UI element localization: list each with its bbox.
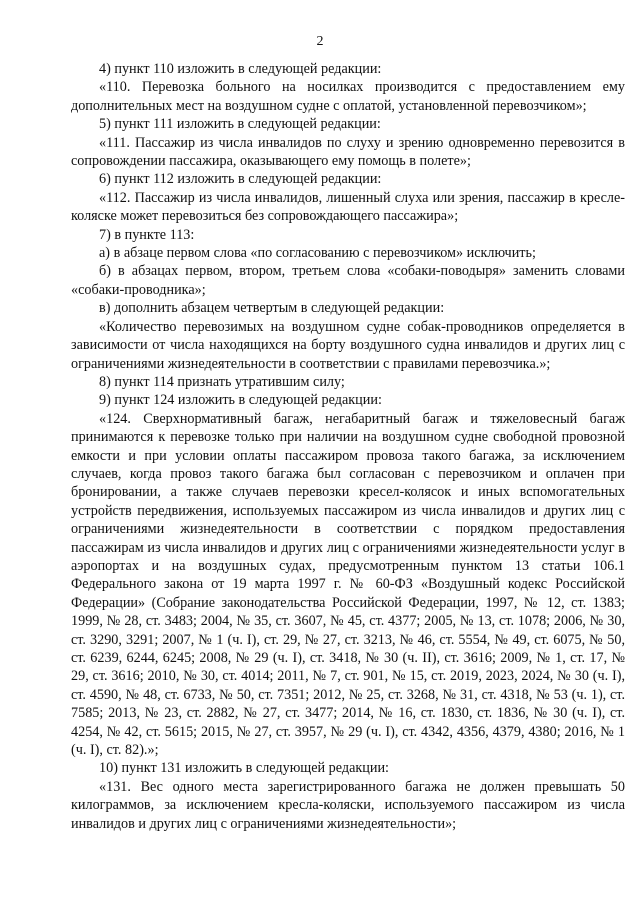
page-number: 2 [316, 34, 324, 49]
item-10-text: «131. Вес одного места зарегистрированного багажа не должен превышать 50 килограммов, за исключением кресла-коляски, используемого пассажиром из числа инвалидов и других лиц с ограничениями жизнедеятельности»; [71, 778, 625, 832]
item-7-heading: 7) в пункте 113: [99, 226, 195, 243]
item-9-text: «124. Сверхнормативный багаж, негабаритный багаж и тяжеловесный багаж принимаются к перевозке только при наличии на воздушном судне свободной провозной емкости и при условии оплаты пассажиром провоза такого багажа, за исключением случаев, когда провоз такого багажа был согласован с перевозчиком и оплачен при бронировании, а также случаев перевозки кресел-колясок и иных вспомогательных устройств передвижения, используемых пассажиром из числа инвалидов и других лиц с ограничениями жизнедеятельности в соответствии с порядком предоставления пассажирам из числа инвалидов и других лиц с ограничениями жизнедеятельности услуг в аэропортах и на воздушных судах, предусмотренным пунктом 13 статьи 106.1 Федерального закона от 19 марта 1997 г. № 60-ФЗ «Воздушный кодекс Российской Федерации» (Собрание законодательства Российской Федерации, 1997, № 12, ст. 1383; 1999, № 28, ст. 3483; 2004, № 35, ст. 3607, № 45, ст. 4377; 2005, № 13, ст. 1078; 2006, № 30, ст. 3290, 3291; 2007, № 1 (ч. I), ст. 29, № 27, ст. 3213, № 46, ст. 5554, № 49, ст. 6075, № 50, ст. 6239, 6244, 6245; 2008, № 29 (ч. I), ст. 3418, № 30 (ч. II), ст. 3616; 2009, № 1, ст. 17, № 29, ст. 3616; 2010, № 30, ст. 4014; 2011, № 7, ст. 901, № 15, ст. 2019, 2023, 2024, № 30 (ч. I), ст. 4590, № 48, ст. 6733, № 50, ст. 7351; 2012, № 25, ст. 3268, № 31, ст. 4318, № 53 (ч. 1), ст. 7585; 2013, № 23, ст. 2882, № 27, ст. 3477; 2014, № 16, ст. 1830, ст. 1836, № 30 (ч. I), ст. 4254, № 42, ст. 5615; 2015, № 27, ст. 3957, № 29 (ч. I), ст. 4342, 4356, 4379, 4380; 2016, № 1 (ч. I), ст. 82).»; [71, 410, 625, 759]
item-7c-text: в) дополнить абзацем четвертым в следующей редакции: [99, 300, 445, 317]
item-7a-text: а) в абзаце первом слова «по согласованию с перевозчиком» исключить; [99, 245, 536, 262]
item-10-heading: 10) пункт 131 изложить в следующей редакции: [99, 760, 389, 777]
document-body [71, 60, 625, 833]
item-7b-text: б) в абзацах первом, втором, третьем слова «собаки-поводыря» заменить словами «собаки-проводника»; [71, 263, 625, 298]
item-4-text: «110. Перевозка больного на носилках производится с предоставлением ему дополнительных мест на воздушном судне с оплатой, установленной перевозчиком»; [71, 79, 625, 114]
item-9-heading: 9) пункт 124 изложить в следующей редакции: [99, 392, 382, 409]
item-7c-quote: «Количество перевозимых на воздушном судне собак-проводников определяется в зависимости от числа находящихся на борту воздушного судна инвалидов и других лиц с ограничениями жизнедеятельности в соответствии с правилами перевозчика.»; [71, 318, 625, 372]
item-6-text: «112. Пассажир из числа инвалидов, лишенный слуха или зрения, пассажир в кресле-коляске может перевозиться без сопровождающего пассажира»; [71, 189, 625, 225]
item-5-heading: 5) пункт 111 изложить в следующей редакции: [99, 116, 381, 133]
item-5-text: «111. Пассажир из числа инвалидов по слуху и зрению одновременно перевозится в сопровождении пассажира, оказывающего ему помощь в полете»; [71, 134, 625, 170]
item-4-heading: 4) пункт 110 изложить в следующей редакции: [99, 61, 382, 77]
item-6-heading: 6) пункт 112 изложить в следующей редакции: [99, 171, 382, 188]
item-8-text: 8) пункт 114 признать утратившим силу; [99, 373, 345, 390]
